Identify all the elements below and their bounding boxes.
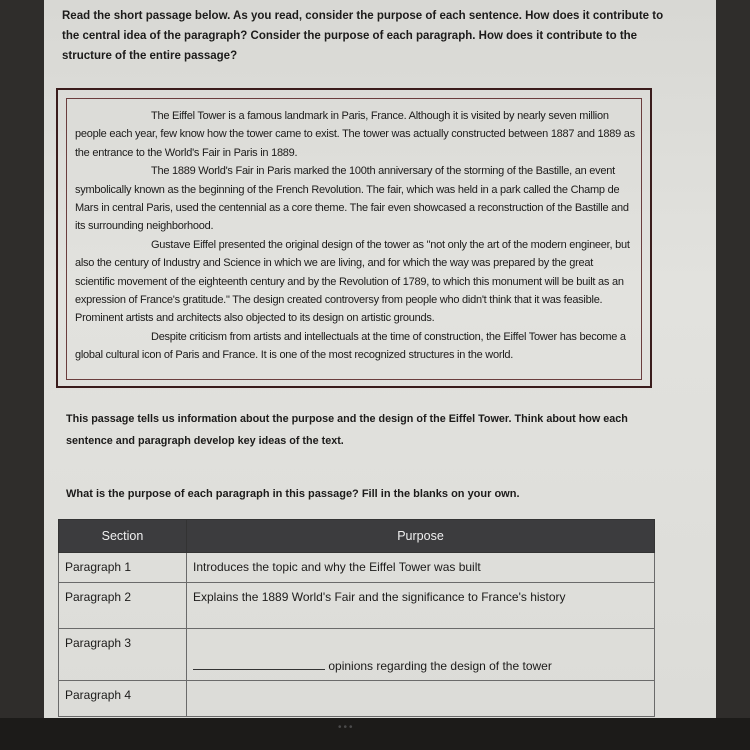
fill-in-blank[interactable] <box>193 657 325 670</box>
purpose-text: opinions regarding the design of the tower <box>328 659 552 673</box>
table-row <box>59 553 655 583</box>
question-text: What is the purpose of each paragraph in this passage? Fill in the blanks on your own. <box>66 488 520 500</box>
section-cell: Paragraph 3 <box>59 629 187 681</box>
section-cell: Paragraph 4 <box>59 681 187 717</box>
passage-text <box>66 98 642 380</box>
purpose-cell[interactable] <box>187 629 655 681</box>
column-header-purpose: Purpose <box>187 520 655 553</box>
passage-paragraph-3: Gustave Eiffel presented the original design of the tower as "not only the art of the modern engineer, but also the century of Industry and Science in which we are living, and for which the way was prepared by the great scientific movement of the eighteenth century and by the Revolution of 1789, to which this monument will be built as an expression of France's gratitude." The design created controversy from people who didn't think that it was feasible. Prominent artists and architects also objected to its design on artistic grounds. <box>75 238 630 325</box>
table-row <box>59 583 655 629</box>
purpose-table <box>58 519 655 717</box>
camera-dots-icon: ••• <box>338 722 355 733</box>
worksheet-page <box>44 0 716 718</box>
purpose-cell: Explains the 1889 World's Fair and the significance to France's history <box>187 583 655 629</box>
instructions-text: Read the short passage below. As you read, consider the purpose of each sentence. How does it contribute to the central idea of the paragraph? Consider the purpose of each paragraph. How does it contribute to the structure of the entire passage? <box>62 10 664 62</box>
purpose-cell[interactable] <box>187 681 655 717</box>
table-row <box>59 629 655 681</box>
screen-bezel <box>0 718 750 750</box>
passage-paragraph-2: The 1889 World's Fair in Paris marked the 100th anniversary of the storming of the Bastille, an event symbolically known as the beginning of the French Revolution. The fair, which was held in a park called the Champ de Mars in central Paris, used the centennial as a core theme. The fair even showcased a reconstruction of the Bastille and its surrounding neighborhood. <box>75 165 629 233</box>
column-header-section: Section <box>59 520 187 553</box>
section-cell: Paragraph 1 <box>59 553 187 583</box>
passage-box <box>56 88 652 388</box>
section-cell: Paragraph 2 <box>59 583 187 629</box>
table-header-row <box>59 520 655 553</box>
note-text: This passage tells us information about the purpose and the design of the Eiffel Tower. Think about how each sentence and paragraph develop key ideas of the text. <box>66 413 628 447</box>
purpose-cell: Introduces the topic and why the Eiffel Tower was built <box>187 553 655 583</box>
passage-paragraph-4: Despite criticism from artists and intellectuals at the time of construction, the Eiffel Tower has become a global cultural icon of Paris and France. It is one of the most recognized structures in the world. <box>75 330 626 362</box>
passage-paragraph-1: The Eiffel Tower is a famous landmark in Paris, France. Although it is visited by nearly seven million people each year, few know how the tower came to exist. The tower was actually constructed between 1887 and 1889 as the entrance to the World's Fair in Paris in 1889. <box>75 110 635 159</box>
table-row <box>59 681 655 717</box>
